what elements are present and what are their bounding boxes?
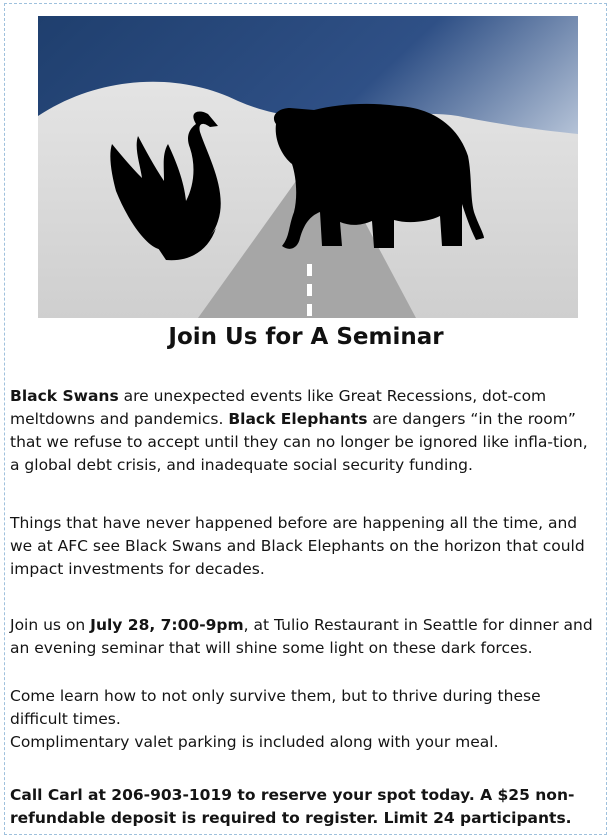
hero-illustration xyxy=(38,16,578,318)
parking-line: Complimentary valet parking is included along with your meal. xyxy=(10,733,499,751)
paragraph-black-swans xyxy=(10,385,602,477)
invitation-line: Come learn how to not only survive them, but to thrive during these difficult times. xyxy=(10,687,541,728)
event-date-time: July 28, 7:00-9pm xyxy=(90,616,244,634)
black-elephants-description: are dangers “in the room” that we refuse to accept until they can no longer be ignored like infla-tion, a global debt crisis, and inadequate social security funding. xyxy=(10,410,588,474)
page-title: Join Us for A Seminar xyxy=(168,324,444,350)
paragraph-afc-outlook: Things that have never happened before are happening all the time, and we at AFC see Black Swans and Black Elephants on the horizon that could impact investments for decades. xyxy=(10,514,585,578)
black-swans-term: Black Swans xyxy=(10,387,119,405)
event-lead-text: Join us on xyxy=(10,616,91,634)
event-location-text: , at Tulio Restaurant in Seattle for dinner and an evening seminar that will shine some light on these dark forces. xyxy=(10,616,593,657)
paragraph-event-details xyxy=(10,614,602,660)
call-to-action: Call Carl at 206-903-1019 to reserve your spot today. A $25 non-refundable deposit is required to register. Limit 24 participants. xyxy=(10,786,575,827)
paragraph-invitation xyxy=(10,685,602,754)
black-elephants-term: Black Elephants xyxy=(228,410,368,428)
black-swans-description: are unexpected events like Great Recessions, dot-com meltdowns and pandemics. xyxy=(10,387,547,428)
